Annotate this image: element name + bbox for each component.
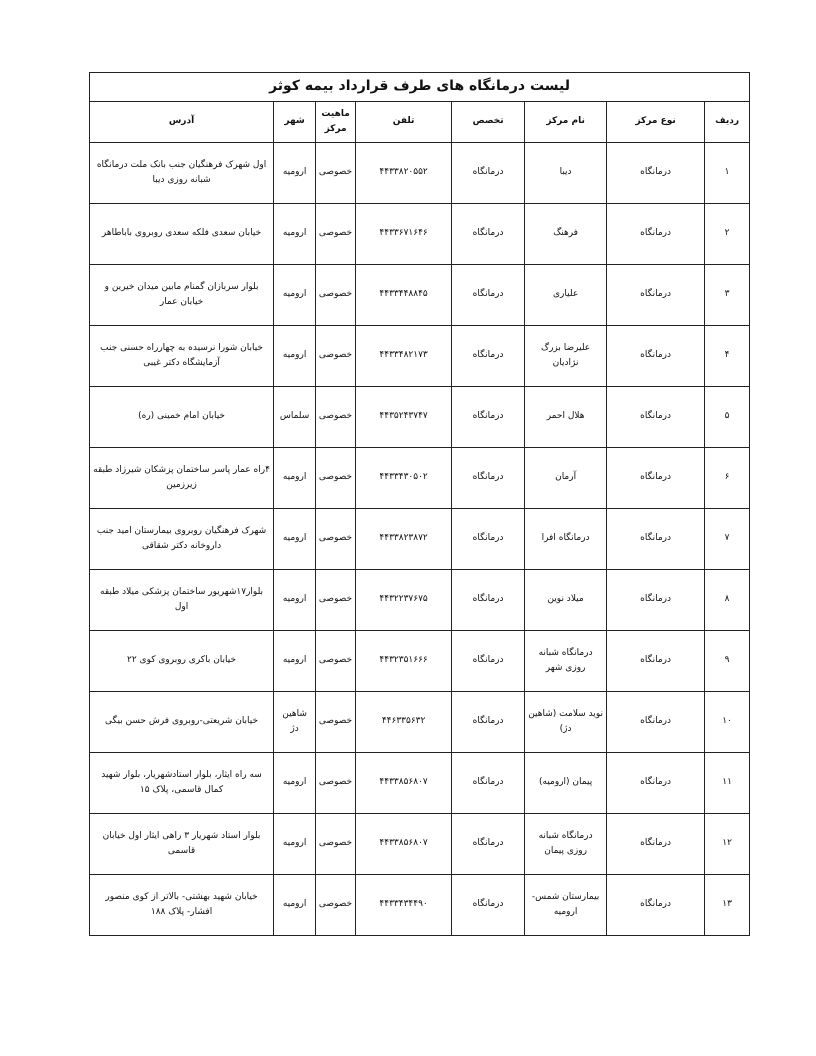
center-type: درمانگاه bbox=[607, 753, 705, 814]
table-row bbox=[90, 326, 750, 387]
city: سلماس bbox=[274, 387, 316, 448]
phone: ۴۴۳۳۴۳۰۵۰۲ bbox=[356, 448, 452, 509]
header-row-number: ردیف bbox=[705, 102, 750, 143]
center-name: علیرضا بزرگ نژادیان bbox=[525, 326, 607, 387]
header-center-name: نام مرکز bbox=[525, 102, 607, 143]
table-row bbox=[90, 570, 750, 631]
address: خیابان شریعتی-روبروی فرش حسن بیگی bbox=[90, 692, 274, 753]
table-row bbox=[90, 143, 750, 204]
address: اول شهرک فرهنگیان جنب بانک ملت درمانگاه شبانه روزی دیبا bbox=[90, 143, 274, 204]
specialty: درمانگاه bbox=[452, 570, 525, 631]
center-type: درمانگاه bbox=[607, 570, 705, 631]
specialty: درمانگاه bbox=[452, 204, 525, 265]
center-name: علیاری bbox=[525, 265, 607, 326]
city: ارومیه bbox=[274, 204, 316, 265]
center-type: درمانگاه bbox=[607, 631, 705, 692]
address: بلوار سربازان گمنام مابین میدان خیرین و خیابان عمار bbox=[90, 265, 274, 326]
header-nature: ماهیت مرکز bbox=[316, 102, 356, 143]
nature: خصوصی bbox=[316, 692, 356, 753]
center-type: درمانگاه bbox=[607, 814, 705, 875]
nature: خصوصی bbox=[316, 753, 356, 814]
specialty: درمانگاه bbox=[452, 448, 525, 509]
nature: خصوصی bbox=[316, 143, 356, 204]
center-name: فرهنگ bbox=[525, 204, 607, 265]
row-number: ۱۰ bbox=[705, 692, 750, 753]
row-number: ۳ bbox=[705, 265, 750, 326]
center-name: بیمارستان شمس- ارومیه bbox=[525, 875, 607, 936]
phone: ۴۴۳۳۴۳۴۴۹۰ bbox=[356, 875, 452, 936]
specialty: درمانگاه bbox=[452, 875, 525, 936]
phone: ۴۴۳۲۳۵۱۶۶۶ bbox=[356, 631, 452, 692]
city: ارومیه bbox=[274, 753, 316, 814]
row-number: ۸ bbox=[705, 570, 750, 631]
nature: خصوصی bbox=[316, 509, 356, 570]
phone: ۴۴۳۵۲۴۳۷۴۷ bbox=[356, 387, 452, 448]
row-number: ۵ bbox=[705, 387, 750, 448]
row-number: ۱ bbox=[705, 143, 750, 204]
table-row bbox=[90, 204, 750, 265]
center-name: میلاد نوین bbox=[525, 570, 607, 631]
city: ارومیه bbox=[274, 814, 316, 875]
city: ارومیه bbox=[274, 265, 316, 326]
table-row bbox=[90, 387, 750, 448]
page-title: لیست درمانگاه های طرف قرارداد بیمه کوثر bbox=[90, 73, 750, 102]
nature: خصوصی bbox=[316, 570, 356, 631]
row-number: ۶ bbox=[705, 448, 750, 509]
table-row bbox=[90, 448, 750, 509]
row-number: ۱۱ bbox=[705, 753, 750, 814]
clinic-list-sheet bbox=[89, 72, 749, 936]
center-name: پیمان (ارومیه) bbox=[525, 753, 607, 814]
table-row bbox=[90, 692, 750, 753]
specialty: درمانگاه bbox=[452, 143, 525, 204]
center-name: درمانگاه شبانه روزی پیمان bbox=[525, 814, 607, 875]
nature: خصوصی bbox=[316, 204, 356, 265]
center-type: درمانگاه bbox=[607, 509, 705, 570]
city: ارومیه bbox=[274, 875, 316, 936]
phone: ۴۴۳۳۶۷۱۶۴۶ bbox=[356, 204, 452, 265]
center-name: دیبا bbox=[525, 143, 607, 204]
center-type: درمانگاه bbox=[607, 265, 705, 326]
center-type: درمانگاه bbox=[607, 875, 705, 936]
center-name: نوید سلامت (شاهین دژ) bbox=[525, 692, 607, 753]
table-row bbox=[90, 814, 750, 875]
table-row bbox=[90, 753, 750, 814]
table-row bbox=[90, 509, 750, 570]
city: ارومیه bbox=[274, 326, 316, 387]
specialty: درمانگاه bbox=[452, 753, 525, 814]
header-city: شهر bbox=[274, 102, 316, 143]
address: ۴راه عمار پاسر ساختمان پزشکان شیرزاد طبقه زیرزمین bbox=[90, 448, 274, 509]
center-type: درمانگاه bbox=[607, 204, 705, 265]
specialty: درمانگاه bbox=[452, 387, 525, 448]
city: شاهین دژ bbox=[274, 692, 316, 753]
nature: خصوصی bbox=[316, 265, 356, 326]
row-number: ۲ bbox=[705, 204, 750, 265]
nature: خصوصی bbox=[316, 387, 356, 448]
nature: خصوصی bbox=[316, 448, 356, 509]
phone: ۴۴۳۳۸۲۳۸۷۲ bbox=[356, 509, 452, 570]
address: سه راه ایثار، بلوار استادشهریار، بلوار شهید کمال قاسمی، پلاک ۱۵ bbox=[90, 753, 274, 814]
nature: خصوصی bbox=[316, 814, 356, 875]
row-number: ۱۳ bbox=[705, 875, 750, 936]
nature: خصوصی bbox=[316, 326, 356, 387]
address: خیابان شورا نرسیده به چهارراه حسنی جنب آزمایشگاه دکتر غیبی bbox=[90, 326, 274, 387]
center-type: درمانگاه bbox=[607, 387, 705, 448]
address: خیابان شهید بهشتی- بالاتر از کوی منصور افشار- پلاک ۱۸۸ bbox=[90, 875, 274, 936]
phone: ۴۴۳۳۴۴۸۸۴۵ bbox=[356, 265, 452, 326]
nature: خصوصی bbox=[316, 875, 356, 936]
address: شهرک فرهنگیان روبروی بیمارستان امید جنب داروخانه دکتر شقاقی bbox=[90, 509, 274, 570]
city: ارومیه bbox=[274, 570, 316, 631]
row-number: ۱۲ bbox=[705, 814, 750, 875]
center-name: درمانگاه افرا bbox=[525, 509, 607, 570]
header-address: آدرس bbox=[90, 102, 274, 143]
center-type: درمانگاه bbox=[607, 143, 705, 204]
specialty: درمانگاه bbox=[452, 631, 525, 692]
center-name: آرمان bbox=[525, 448, 607, 509]
center-name: هلال احمر bbox=[525, 387, 607, 448]
table-row bbox=[90, 265, 750, 326]
address: خیابان سعدی فلکه سعدی روبروی باباطاهر bbox=[90, 204, 274, 265]
phone: ۴۴۳۳۸۵۶۸۰۷ bbox=[356, 814, 452, 875]
header-center-type: نوع مرکز bbox=[607, 102, 705, 143]
address: خیابان امام خمینی (ره) bbox=[90, 387, 274, 448]
phone: ۴۴۳۳۸۲۰۵۵۲ bbox=[356, 143, 452, 204]
nature: خصوصی bbox=[316, 631, 356, 692]
row-number: ۷ bbox=[705, 509, 750, 570]
header-row bbox=[90, 102, 750, 143]
table-row bbox=[90, 631, 750, 692]
city: ارومیه bbox=[274, 631, 316, 692]
center-name: درمانگاه شبانه روزی شهر bbox=[525, 631, 607, 692]
table-row bbox=[90, 875, 750, 936]
specialty: درمانگاه bbox=[452, 692, 525, 753]
center-type: درمانگاه bbox=[607, 326, 705, 387]
phone: ۴۴۶۳۳۵۶۳۲ bbox=[356, 692, 452, 753]
row-number: ۴ bbox=[705, 326, 750, 387]
city: ارومیه bbox=[274, 448, 316, 509]
specialty: درمانگاه bbox=[452, 509, 525, 570]
header-specialty: تخصص bbox=[452, 102, 525, 143]
row-number: ۹ bbox=[705, 631, 750, 692]
address: بلوار۱۷شهریور ساختمان پزشکی میلاد طبقه اول bbox=[90, 570, 274, 631]
specialty: درمانگاه bbox=[452, 814, 525, 875]
address: خیابان باکری روبروی کوی ۲۲ bbox=[90, 631, 274, 692]
specialty: درمانگاه bbox=[452, 326, 525, 387]
city: ارومیه bbox=[274, 143, 316, 204]
clinic-table bbox=[89, 72, 750, 936]
specialty: درمانگاه bbox=[452, 265, 525, 326]
phone: ۴۴۳۳۴۸۲۱۷۳ bbox=[356, 326, 452, 387]
city: ارومیه bbox=[274, 509, 316, 570]
phone: ۴۴۳۲۲۳۷۶۷۵ bbox=[356, 570, 452, 631]
phone: ۴۴۳۳۸۵۶۸۰۷ bbox=[356, 753, 452, 814]
center-type: درمانگاه bbox=[607, 448, 705, 509]
header-phone: تلفن bbox=[356, 102, 452, 143]
address: بلوار استاد شهریار ۳ راهی ایثار اول خیابان قاسمی bbox=[90, 814, 274, 875]
center-type: درمانگاه bbox=[607, 692, 705, 753]
